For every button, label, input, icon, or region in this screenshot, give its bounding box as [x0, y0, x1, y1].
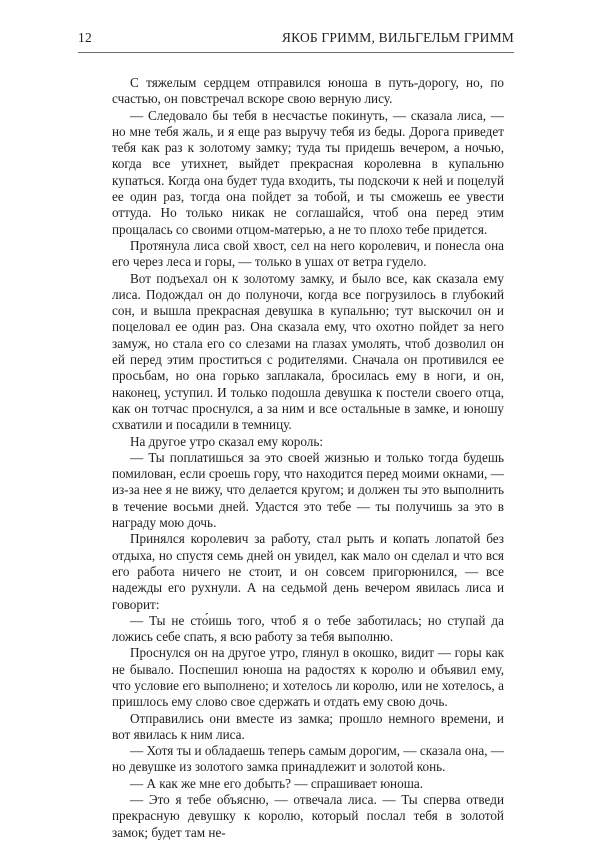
paragraph: — А как же мне его добыть? — спрашивает юноша. [130, 775, 424, 791]
paragraph: Проснулся он на другое утро, глянул в окошко, видит — горы как не бывало. Поспешил юноша на радостях к королю и объявил ему, что условие его выполнено; и хотелось ли королю, или не хотелось, а пришлось ему слово свое сдержать и отдать ему свою дочь. [112, 645, 504, 710]
paragraph: Принялся королевич за работу, стал рыть и копать лопатой без отдыха, но спустя семь дней он увидел, как мало он сделал и что вся его работа ничего не стоит, и он совсем пригорюнился, — все надежды его рухнули. А на седьмой день вечером явилась лиса и говорит: [112, 531, 504, 612]
paragraph: Протянула лиса свой хвост, сел на него королевич, и понесла она его через леса и горы, — только в ушах от ветра гудело. [112, 237, 504, 270]
page-number: 12 [78, 30, 92, 45]
paragraph: На другое утро сказал ему король: [130, 433, 324, 449]
running-head-authors: ЯКОБ ГРИММ, ВИЛЬГЕЛЬМ ГРИММ [281, 30, 514, 45]
story-text [112, 75, 504, 841]
header-rule [78, 52, 514, 53]
paragraph: — Это я тебе объясню, — отвечала лиса. — Ты сперва отведи прекрасную девушку к королю, который послал тебя в золотой замок; будет там не- [112, 792, 504, 840]
paragraph: Вот подъехал он к золотому замку, и было все, как сказала ему лиса. Подождал он до полуночи, когда все погрузилось в глубокий сон, и вышла прекрасная девушка в купальню; тут выскочил он и поцеловал ее один раз. Она сказала ему, что охотно пойдет за него замуж, но стала его со слезами на глазах умолять, чтоб дозволил он ей перед этим проститься с родителями. Сначала он противился ее просьбам, но она горько заплакала, бросилась ему в ноги, и он, наконец, уступил. И только подошла девушка к постели своего отца, как он тотчас проснулся, а за ним и все остальные в замке, и юношу схватили и посадили в темницу. [112, 270, 504, 433]
paragraph: Отправились они вместе из замка; прошло немного времени, и вот явилась к ним лиса. [112, 710, 504, 742]
paragraph: — Хотя ты и обладаешь теперь самым дорогим, — сказала она, — но девушке из золотого замка принадлежит и золотой конь. [112, 743, 504, 775]
paragraph: С тяжелым сердцем отправился юноша в путь-дорогу, но, по счастью, он повстречал вскоре свою верную лису. [112, 75, 504, 107]
paragraph: — Ты не сто́ишь того, чтоб я о тебе заботилась; но ступай да ложись себе спать, я всю работу за тебя выполню. [112, 612, 504, 645]
paragraph: — Следовало бы тебя в несчастье покинуть, — сказала лиса, — но мне тебя жаль, и я еще раз выручу тебя из беды. Дорога приведет тебя как раз к золотому замку; туда ты придешь вечером, а ночью, когда все утихнет, выйдет прекрасная королевна в купальню купаться. Когда она будет туда входить, ты подскочи к ней и поцелуй ее один раз, тогда она пойдет за тобой, и ты сможешь ее увести оттуда. Но только никак не соглашайся, чтоб она перед этим прощалась со своими отцом-матерью, а не то плохо тебе придется. [112, 107, 504, 237]
paragraph: — Ты поплатишься за это своей жизнью и только тогда будешь помилован, если сроешь гору, что находится перед моими окнами, — из-за нее я не вижу, что делается кругом; и должен ты это выполнить в течение восьми дней. Удастся это тебе — ты получишь за это в награду мою дочь. [112, 449, 504, 531]
running-head [78, 30, 514, 48]
